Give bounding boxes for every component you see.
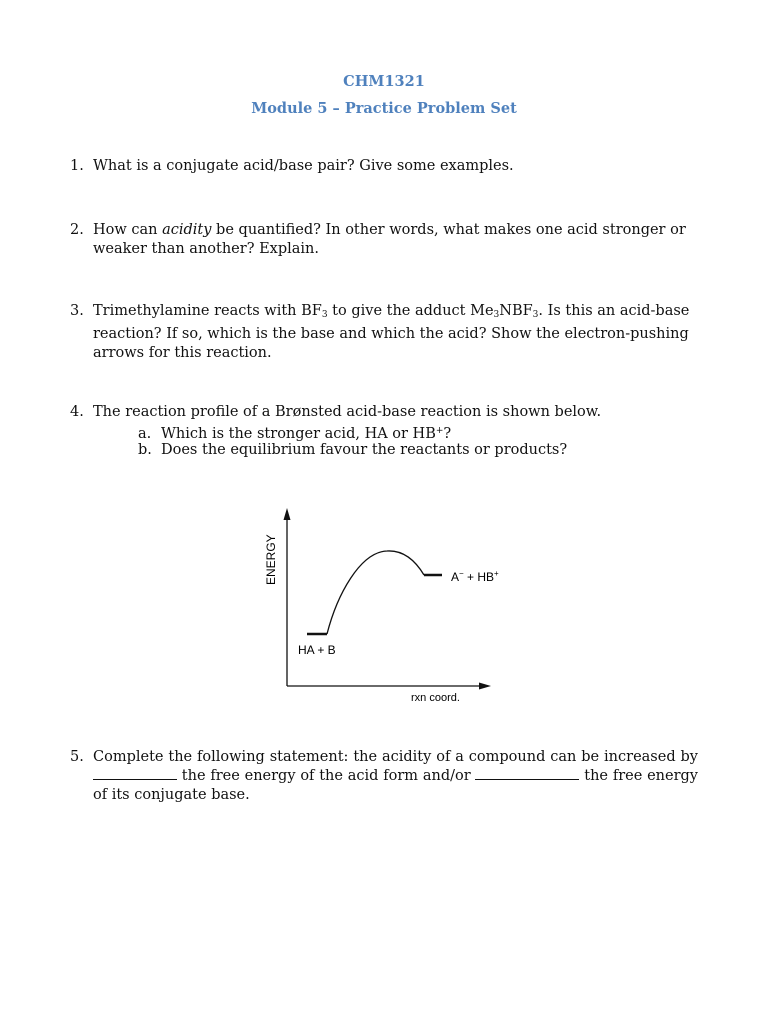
product-label: A− + HB+ (451, 569, 499, 584)
subscript: 3 (321, 310, 328, 320)
text-fragment: the free energy of its conjugate base. (93, 768, 698, 803)
text-fragment: to give the adduct Me (327, 303, 494, 319)
text-fragment: NBF (499, 303, 533, 319)
text-fragment: . Is this an acid-base reaction? If so, which is the base and which the acid? Show the electron-pushing arrows for this reaction. (93, 303, 690, 361)
x-axis-label: rxn coord. (411, 692, 460, 704)
answer-blank (475, 767, 579, 780)
question-4 (70, 403, 698, 422)
question-number: 4. (70, 404, 84, 420)
subquestion-letter: b. (138, 442, 152, 458)
question-text (93, 302, 698, 363)
subscript: 3 (493, 310, 500, 320)
text-fragment: Trimethylamine reacts with BF (93, 303, 322, 319)
reactant-label: HA + B (298, 643, 336, 657)
course-code: CHM1321 (343, 73, 425, 90)
subquestion-text: Does the equilibrium favour the reactants or products? (161, 442, 568, 458)
question-2 (70, 221, 698, 259)
subquestion-letter: a. (138, 426, 152, 442)
question-3 (70, 302, 698, 363)
x-axis-arrowhead (479, 683, 491, 690)
question-text (93, 748, 698, 805)
superscript: + (435, 426, 444, 436)
question-number: 1. (70, 158, 84, 174)
emphasis-text: acidity (162, 222, 212, 238)
question-text: The reaction profile of a Brønsted acid-base reaction is shown below. (93, 404, 602, 420)
subscript: 3 (532, 310, 539, 320)
y-axis-arrowhead (284, 508, 291, 520)
text-fragment: be quantified? In other words, what makes one acid stronger or weaker than another? Explain. (93, 222, 686, 257)
question-1 (70, 157, 698, 176)
question-number: 5. (70, 749, 84, 765)
subquestion-b (138, 441, 567, 460)
energy-curve (327, 551, 424, 634)
text-fragment: Complete the following statement: the acidity of a compound can be increased by (93, 749, 698, 765)
question-text: What is a conjugate acid/base pair? Give some examples. (93, 158, 514, 174)
y-axis-label: ENERGY (264, 534, 278, 585)
reaction-profile-diagram (255, 500, 515, 710)
question-number: 3. (70, 303, 84, 319)
answer-blank (93, 767, 177, 780)
question-5 (70, 748, 698, 805)
question-number: 2. (70, 222, 84, 238)
text-fragment: ? (443, 426, 452, 442)
question-text (93, 221, 698, 259)
page-title: Module 5 – Practice Problem Set (251, 100, 517, 117)
subquestion-text: Which is the stronger acid, HA or HB (161, 426, 436, 442)
text-fragment: How can (93, 222, 163, 238)
text-fragment: the free energy of the acid form and/or (177, 768, 476, 784)
